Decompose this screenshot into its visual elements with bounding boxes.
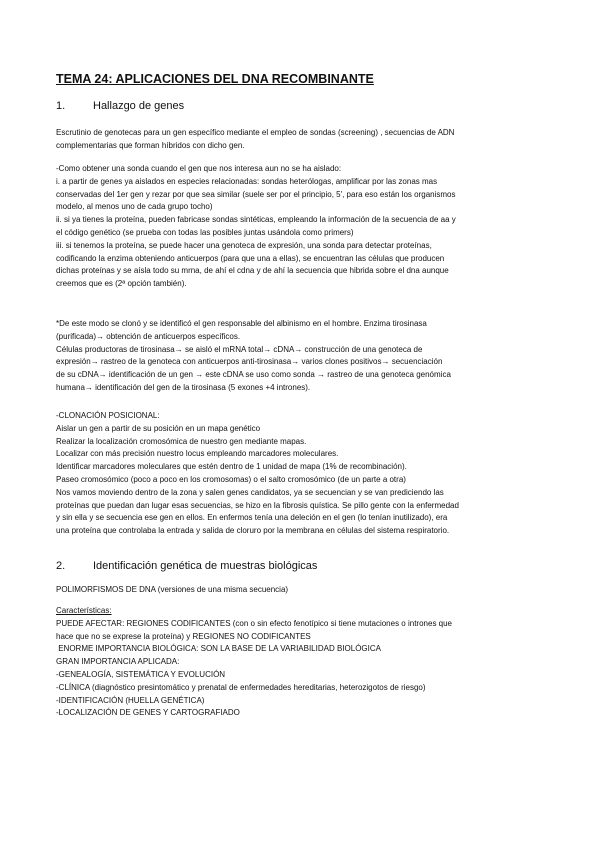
text-line: y sin ella y se secuencia ese gen en ellos. En enfermos tenía una deleción en el gen (lo tenían inutilizado), era [56,513,448,523]
text-line: codificando la enzima obteniendo anticuerpos (para que una a ellas), se encuentran las células que producen [56,253,445,263]
text-line: modelo, al menos uno de cada grupo tocho) [56,202,213,212]
text-line: una proteína que controlaba la entrada y salida de cloruro por la membrana en células del sistema respiratorio. [56,526,450,536]
intro-paragraph [56,127,548,153]
text-line: expresión→ rastreo de la genoteca con anticuerpos anti-tirosinasa→ varios clones positivos→ secuenciación [56,357,443,367]
text-line: Paseo cromosómico (poco a poco en los cromosomas) o el salto cromosómico (de un parte a otra) [56,474,406,484]
text-line: ENORME IMPORTANCIA BIOLÓGICA: SON LA BASE DE LA VARIABILIDAD BIOLÓGICA [56,644,381,654]
text-line: Células productoras de tirosinasa→ se aisló el mRNA total→ cDNA→ construcción de una genoteca de [56,344,423,354]
text-line: iii. si tenemos la proteína, se puede hacer una genoteca de expresión, una sonda para detectar proteínas, [56,240,432,250]
text-line: -IDENTIFICACIÓN (HUELLA GENÉTICA) [56,695,205,705]
polymorphisms-line [56,584,548,597]
text-line: conservadas del 1er gen y rezar por que sea similar (suele ser por el principio, 5', para eso están los organismos [56,189,456,199]
text-line: el código genético (se prueba con todas las posibles juntas usándola como primers) [56,227,354,237]
text-line: -CLÍNICA (diagnóstico presintomático y prenatal de enfermedades hereditarias, heterozigotos de riesgo) [56,682,426,692]
characteristics-label: Características: [56,606,112,615]
text-line: creemos que es (2ª opción también). [56,279,187,289]
text-line: Identificar marcadores moleculares que estén dentro de 1 unidad de mapa (1% de recombinación). [56,462,407,472]
text-line: proteínas que puedan dan lugar esas secuencias, se hizo en la fibrosis quística. Se pillo gente con la enfermedad [56,500,459,510]
text-line: complementarias que forman híbridos con dicho gen. [56,140,245,150]
text-line: -GENEALOGÍA, SISTEMÁTICA Y EVOLUCIÓN [56,669,226,679]
section-1-number: 1. [56,100,66,112]
text-line: Realizar la localización cromosómica de nuestro gen mediante mapas. [56,436,307,446]
section-2-title: Identificación genética de muestras biológicas [93,560,318,572]
positional-cloning-paragraph [56,410,548,538]
probe-paragraph [56,163,548,291]
section-2-number: 2. [56,560,66,572]
characteristics-list [56,605,548,720]
text-line: dichas proteínas y se aísla todo su mrna, de ahí el cdna y de ahí la secuencia que hibrida sobre el dna aunque [56,266,449,276]
text-line: de su cDNA→ identificación de un gen → este cDNA se uso como sonda → rastreo de una genoteca genómica [56,370,451,380]
text-line: *De este modo se clonó y se identificó el gen responsable del albinismo en el hombre. Enzima tirosinasa [56,319,427,328]
text-line: -Como obtener una sonda cuando el gen que nos interesa aun no se ha aislado: [56,164,342,173]
text-line: Nos vamos moviendo dentro de la zona y salen genes candidatos, ya se secuencian y se van prediciendo las [56,487,444,497]
section-2-heading [56,560,317,572]
albinism-paragraph [56,318,548,395]
text-line: ii. si ya tienes la proteína, pueden fabricase sondas sintéticas, empleando la información de la secuencia de aa y [56,215,456,225]
text-line: -LOCALIZACIÓN DE GENES Y CARTOGRAFIADO [56,708,240,718]
section-1-heading [56,100,184,112]
text-line: POLIMORFISMOS DE DNA (versiones de una misma secuencia) [56,585,289,594]
document-title: TEMA 24: APLICACIONES DEL DNA RECOMBINANTE [56,72,374,86]
text-line: PUEDE AFECTAR: REGIONES CODIFICANTES (con o sin efecto fenotípico si tiene mutaciones o intrones que [56,618,453,628]
text-line: GRAN IMPORTANCIA APLICADA: [56,657,180,667]
text-line: hace que no se exprese la proteína) y REGIONES NO CODIFICANTES [56,631,311,641]
text-line: (purificada)→ obtención de anticuerpos específicos. [56,331,241,341]
text-line: -CLONACIÓN POSICIONAL: [56,411,160,420]
section-1-title: Hallazgo de genes [93,100,185,112]
text-line: i. a partir de genes ya aislados en especies relacionadas: sondas heterólogas, amplificar por las zonas mas [56,176,438,186]
text-line: Aislar un gen a partir de su posición en un mapa genético [56,423,261,433]
text-line: humana→ identificación del gen de la tirosinasa (5 exones +4 intrones). [56,382,311,392]
text-line: Escrutinio de genotecas para un gen específico mediante el empleo de sondas (screening) , secuencias de ADN [56,128,455,137]
text-line: Localizar con más precisión nuestro locus empleando marcadores moleculares. [56,449,339,459]
